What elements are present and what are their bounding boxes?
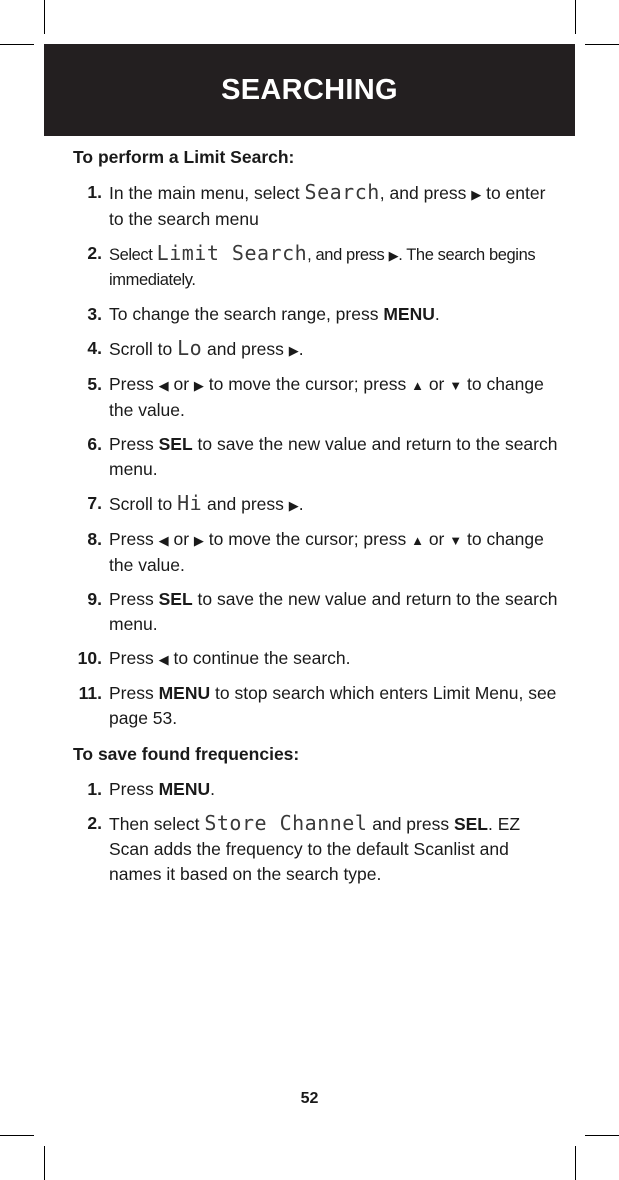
down-arrow-icon: ▼: [449, 533, 463, 548]
step-number: 3.: [87, 304, 102, 324]
lcd-text: Lo: [177, 336, 203, 360]
step-text: Press MENU.: [109, 779, 216, 799]
down-arrow-icon: ▼: [449, 378, 463, 393]
list-item: [73, 587, 563, 637]
list-item: [73, 777, 563, 802]
step-text: Scroll to Hi and press ▶.: [109, 491, 304, 515]
crop-mark: [44, 1146, 45, 1180]
step-text: Select Limit Search, and press ▶. The search begins immediately.: [109, 241, 536, 289]
lcd-text: Hi: [177, 491, 203, 515]
right-arrow-icon: ▶: [193, 533, 204, 548]
step-text: To change the search range, press MENU.: [109, 304, 440, 324]
lcd-text: Store Channel: [204, 811, 368, 835]
left-arrow-icon: ◀: [158, 533, 169, 548]
right-arrow-icon: ▶: [388, 248, 399, 263]
limit-search-steps: [73, 180, 563, 731]
list-item: [73, 372, 563, 423]
step-number: 10.: [77, 648, 102, 668]
step-number: 5.: [87, 374, 102, 394]
list-item: [73, 241, 563, 293]
step-number: 6.: [87, 434, 102, 454]
step-number: 8.: [87, 529, 102, 549]
step-text: Press ◀ or ▶ to move the cursor; press ▲ or ▼ to change the value.: [109, 374, 544, 420]
section-header: [44, 44, 575, 136]
crop-mark: [0, 44, 34, 45]
right-arrow-icon: ▶: [288, 343, 299, 358]
lcd-text: Search: [304, 180, 380, 204]
crop-mark: [0, 1135, 34, 1136]
step-number: 11.: [78, 683, 102, 703]
step-number: 1.: [87, 182, 102, 202]
step-number: 4.: [87, 338, 102, 358]
save-frequencies-steps: [73, 777, 563, 887]
list-item: [73, 527, 563, 578]
left-arrow-icon: ◀: [158, 652, 169, 667]
step-number: 1.: [87, 779, 102, 799]
step-text: Press MENU to stop search which enters Limit Menu, see page 53.: [109, 683, 557, 728]
step-number: 9.: [87, 589, 102, 609]
crop-mark: [44, 0, 45, 34]
limit-search-heading: To perform a Limit Search:: [73, 147, 295, 167]
list-item: [73, 811, 563, 887]
step-text: Press SEL to save the new value and return to the search menu.: [109, 589, 558, 634]
step-number: 7.: [87, 493, 102, 513]
right-arrow-icon: ▶: [471, 187, 482, 202]
left-arrow-icon: ◀: [158, 378, 169, 393]
step-number: 2.: [87, 813, 102, 833]
list-item: [73, 491, 563, 518]
list-item: [73, 646, 563, 672]
right-arrow-icon: ▶: [288, 498, 299, 513]
list-item: [73, 432, 563, 482]
step-text: Then select Store Channel and press SEL. EZ Scan adds the frequency to the default Scanlist and names it based on the search type.: [109, 811, 521, 884]
crop-mark: [575, 1146, 576, 1180]
step-text: In the main menu, select Search, and press ▶ to enter to the search menu: [109, 180, 546, 229]
step-text: Press ◀ or ▶ to move the cursor; press ▲ or ▼ to change the value.: [109, 529, 544, 575]
crop-mark: [575, 0, 576, 34]
lcd-text: Limit Search: [156, 241, 308, 265]
step-text: Press ◀ to continue the search.: [109, 648, 351, 668]
page-title: SEARCHING: [221, 73, 398, 106]
step-number: 2.: [87, 243, 102, 263]
page-number: 52: [300, 1090, 319, 1107]
crop-mark: [585, 1135, 619, 1136]
manual-content: [73, 146, 563, 896]
step-text: Scroll to Lo and press ▶.: [109, 336, 304, 360]
list-item: [73, 180, 563, 232]
list-item: [73, 302, 563, 327]
up-arrow-icon: ▲: [411, 378, 424, 393]
up-arrow-icon: ▲: [411, 533, 424, 548]
save-frequencies-heading: To save found frequencies:: [73, 744, 300, 764]
crop-mark: [585, 44, 619, 45]
step-text: Press SEL to save the new value and return to the search menu.: [109, 434, 558, 479]
list-item: [73, 336, 563, 363]
right-arrow-icon: ▶: [193, 378, 204, 393]
list-item: [73, 681, 563, 731]
